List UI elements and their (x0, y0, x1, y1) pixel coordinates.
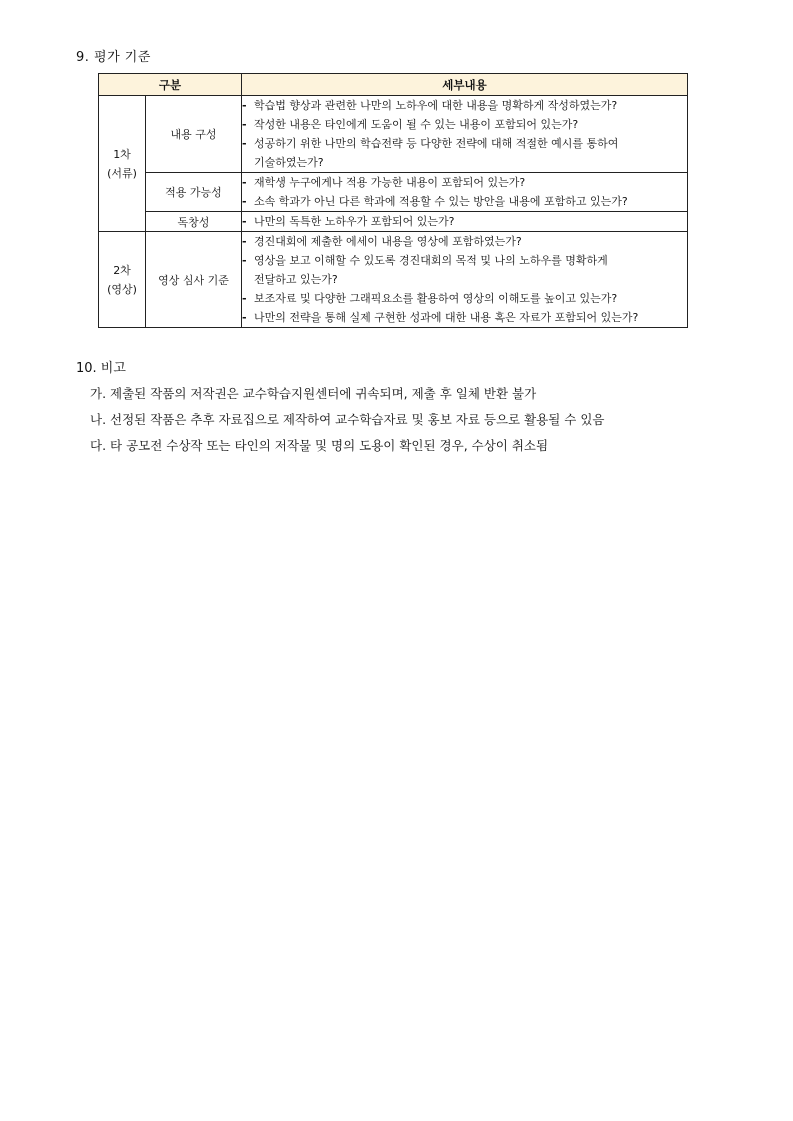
details-applicability (242, 173, 688, 212)
note-item: 가. 제출된 작품의 저작권은 교수학습지원센터에 귀속되며, 제출 후 일체 반환 불가 (90, 386, 537, 401)
stage-1-sublabel: (서류) (107, 166, 137, 180)
table-row (99, 96, 688, 173)
table-row (99, 173, 688, 212)
section-9-title: 9. 평가 기준 (76, 50, 151, 65)
stage-1-label: 1차 (113, 147, 131, 161)
notes-list (90, 381, 604, 459)
details-originality (242, 212, 688, 232)
list-item: - 재학생 누구에게나 적용 가능한 내용이 포함되어 있는가? (242, 173, 687, 192)
evaluation-criteria-table (98, 73, 688, 328)
list-item: - 소속 학과가 아닌 다른 학과에 적용할 수 있는 방안을 내용에 포함하고 있는가? (242, 192, 687, 211)
table-row (99, 212, 688, 232)
category-originality: 독창성 (146, 212, 242, 232)
category-content-structure: 내용 구성 (146, 96, 242, 173)
list-item: - 나만의 독특한 노하우가 포함되어 있는가? (242, 212, 687, 231)
stage-2-sublabel: (영상) (107, 282, 137, 296)
category-video-review: 영상 심사 기준 (146, 232, 242, 328)
stage-1-cell (99, 96, 146, 232)
table-header-row (99, 74, 688, 96)
header-category: 구분 (99, 74, 242, 96)
list-item: - 성공하기 위한 나만의 학습전략 등 다양한 전략에 대해 적절한 예시를 통하여 기술하였는가? (242, 134, 687, 172)
note-item: 나. 선정된 작품은 추후 자료집으로 제작하여 교수학습자료 및 홍보 자료 등으로 활용될 수 있음 (90, 412, 605, 427)
list-item: - 작성한 내용은 타인에게 도움이 될 수 있는 내용이 포함되어 있는가? (242, 115, 687, 134)
stage-2-cell (99, 232, 146, 328)
list-item: - 학습법 향상과 관련한 나만의 노하우에 대한 내용을 명확하게 작성하였는가? (242, 96, 687, 115)
header-details: 세부내용 (242, 74, 688, 96)
stage-2-label: 2차 (113, 263, 131, 277)
list-item: - 경진대회에 제출한 에세이 내용을 영상에 포함하였는가? (242, 232, 687, 251)
details-video-review (242, 232, 688, 328)
list-item: - 영상을 보고 이해할 수 있도록 경진대회의 목적 및 나의 노하우를 명확하게 전달하고 있는가? (242, 251, 687, 289)
note-item: 다. 타 공모전 수상작 또는 타인의 저작물 및 명의 도용이 확인된 경우, 수상이 취소됨 (90, 438, 549, 453)
details-content-structure (242, 96, 688, 173)
list-item: - 보조자료 및 다양한 그래픽요소를 활용하여 영상의 이해도를 높이고 있는가? (242, 289, 687, 308)
section-10-title: 10. 비고 (76, 361, 126, 376)
category-applicability: 적용 가능성 (146, 173, 242, 212)
table-row (99, 232, 688, 328)
list-item: - 나만의 전략을 통해 실제 구현한 성과에 대한 내용 혹은 자료가 포함되어 있는가? (242, 308, 687, 327)
